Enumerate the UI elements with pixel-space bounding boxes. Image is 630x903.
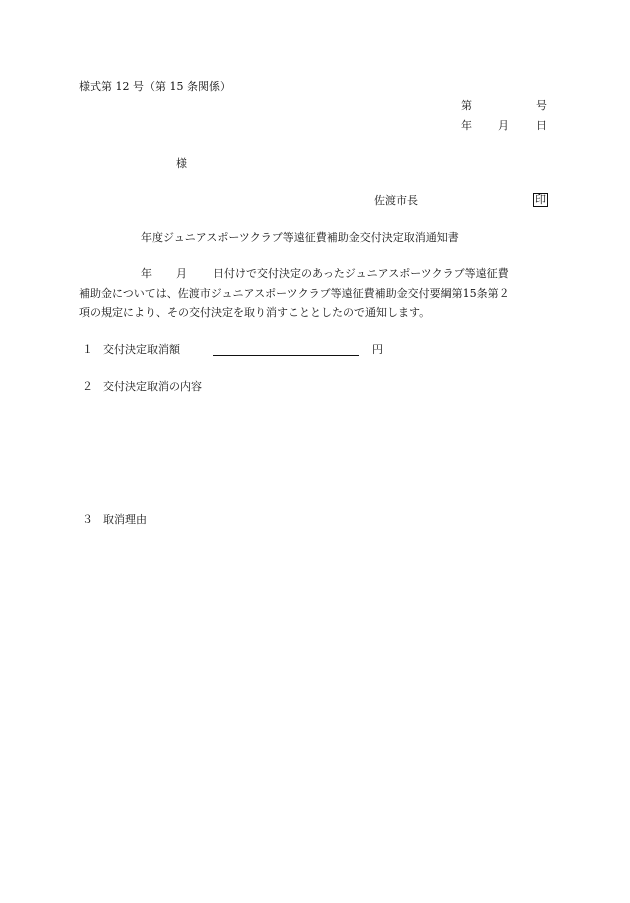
date-day: 日 — [536, 119, 547, 132]
document-title: 年度ジュニアスポーツクラブ等遠征費補助金交付決定取消通知書 — [141, 231, 459, 244]
body-month: 月 — [176, 267, 187, 280]
doc-number-prefix: 第 — [461, 99, 472, 112]
amount-blank-line — [213, 355, 359, 356]
body-year: 年 — [141, 267, 152, 280]
date-month: 月 — [498, 119, 509, 132]
item-2-label: 交付決定取消の内容 — [103, 380, 202, 393]
body-line2: 補助金については、佐渡市ジュニアスポーツクラブ等遠征費補助金交付要綱第15条第２ — [79, 287, 510, 300]
addressee-suffix: 様 — [176, 157, 187, 170]
body-line1: 日付けで交付決定のあったジュニアスポーツクラブ等遠征費 — [213, 267, 509, 280]
doc-number-suffix: 号 — [536, 99, 547, 112]
sender-title: 佐渡市長 — [374, 194, 418, 207]
item-3-number: ３ — [82, 513, 93, 526]
item-3-label: 取消理由 — [103, 513, 147, 526]
date-year: 年 — [461, 119, 472, 132]
seal-label: 印 — [535, 193, 546, 206]
item-1-unit: 円 — [372, 343, 383, 356]
item-1-label: 交付決定取消額 — [103, 343, 180, 356]
item-2-number: ２ — [82, 380, 93, 393]
item-1-number: １ — [82, 343, 93, 356]
form-number-label: 様式第 12 号（第 15 条関係） — [79, 80, 231, 93]
body-line3: 項の規定により、その交付決定を取り消すこととしたので通知します。 — [79, 306, 431, 319]
seal-mark — [533, 193, 548, 207]
